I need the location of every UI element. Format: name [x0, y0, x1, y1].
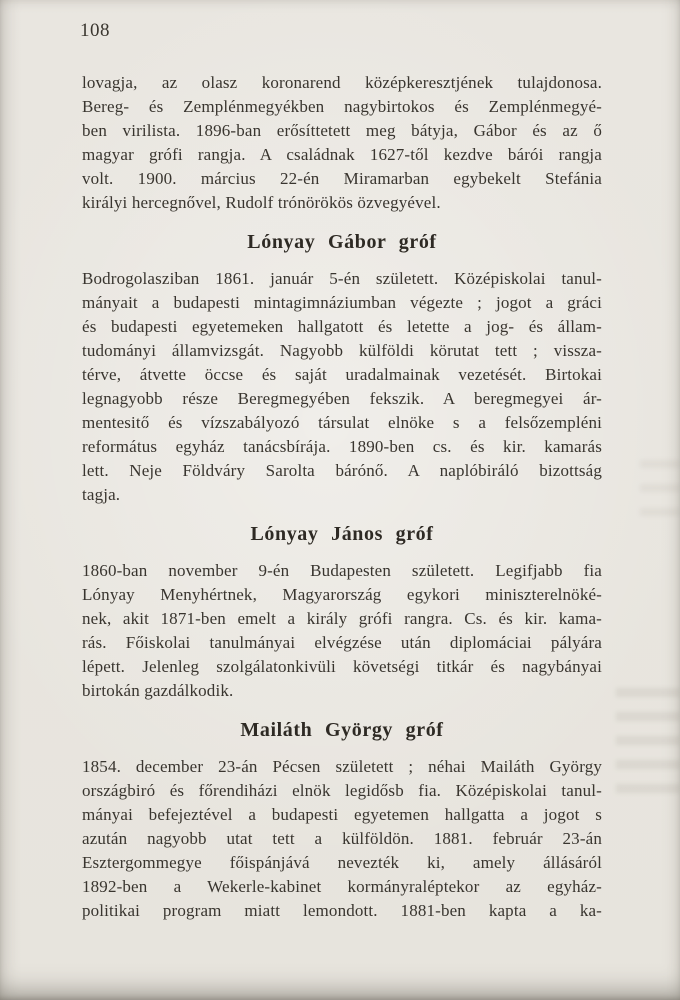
text-line: térve, átvette öccse és saját uradalmainak vezetését. Birtokai: [82, 365, 602, 384]
text-line: mányai befejeztével a budapesti egyetemen hallgatta a jogot s: [82, 805, 602, 824]
page-content: [82, 71, 602, 923]
text-line: Esztergommegye főispánjává nevezték ki, amely állásáról: [82, 853, 602, 872]
bleed-through-artifact: [616, 688, 680, 808]
text-line: birtokán gazdálkodik.: [82, 681, 234, 700]
text-line: tudományi államvizsgát. Nagyobb külföldi körutat tett ; vissza-: [82, 341, 602, 360]
text-line: tagja.: [82, 485, 121, 504]
text-line: és budapesti egyetemeken hallgatott és letette a jog- és állam-: [82, 317, 602, 336]
text-line: országbiró és főrendiházi elnök legidősb fia. Középiskolai tanul-: [82, 781, 602, 800]
text-line: lovagja, az olasz koronarend középkeresztjének tulajdonosa.: [82, 73, 602, 92]
text-line: 1854. december 23-án Pécsen született ; néhai Mailáth György: [82, 757, 602, 776]
text-line: református egyház tanácsbírája. 1890-ben cs. és kir. kamarás: [82, 437, 602, 456]
text-line: Bereg- és Zemplénmegyékben nagybirtokos és Zemplénmegyé-: [82, 97, 602, 116]
text-line: nek, akit 1871-ben emelt a király grófi rangra. Cs. és kir. kama-: [82, 609, 602, 628]
intro-paragraph: [82, 71, 602, 215]
text-line: magyar grófi rangja. A családnak 1627-től kezdve bárói rangja: [82, 145, 602, 164]
text-line: volt. 1900. március 22-én Miramarban egybekelt Stefánia: [82, 169, 602, 188]
text-line: politikai program miatt lemondott. 1881-ben kapta a ka-: [82, 901, 602, 920]
section-body-lonyay-janos: [82, 559, 602, 703]
page-number: 108: [80, 20, 110, 41]
bleed-through-artifact: [640, 460, 680, 530]
text-line: 1892-ben a Wekerle-kabinet kormányraléptekor az egyház-: [82, 877, 602, 896]
text-line: legnagyobb része Beregmegyében fekszik. A beregmegyei ár-: [82, 389, 602, 408]
text-line: ben virilista. 1896-ban erősíttetett meg bátyja, Gábor és az ő: [82, 121, 602, 140]
text-line: Bodrogolasziban 1861. január 5-én született. Középiskolai tanul-: [82, 269, 602, 288]
text-line: Lónyay Menyhértnek, Magyarország egykori miniszterelnöké-: [82, 585, 602, 604]
text-line: 1860-ban november 9-én Budapesten született. Legifjabb fia: [82, 561, 602, 580]
text-line: rás. Főiskolai tanulmányai elvégzése után diplomáciai pályára: [82, 633, 602, 652]
text-line: lett. Neje Földváry Sarolta bárónő. A naplóbiráló bizottság: [82, 461, 602, 480]
text-line: mentesitő és vízszabályozó társulat elnöke s a felsőzempléni: [82, 413, 602, 432]
text-line: királyi hercegnővel, Rudolf trónörökös özvegyével.: [82, 193, 441, 212]
text-line: lépett. Jelenleg szolgálatonkivüli követségi titkár és nagybányai: [82, 657, 602, 676]
section-heading-lonyay-gabor: Lónyay Gábor gróf: [247, 231, 437, 253]
section-body-mailath-gyorgy: [82, 755, 602, 923]
text-line: mányait a budapesti mintagimnáziumban végezte ; jogot a gráci: [82, 293, 602, 312]
section-heading-lonyay-janos: Lónyay János gróf: [250, 523, 434, 545]
text-line: azután nagyobb utat tett a külföldön. 1881. február 23-án: [82, 829, 602, 848]
section-body-lonyay-gabor: [82, 267, 602, 507]
section-heading-mailath-gyorgy: Mailáth György gróf: [240, 719, 444, 741]
